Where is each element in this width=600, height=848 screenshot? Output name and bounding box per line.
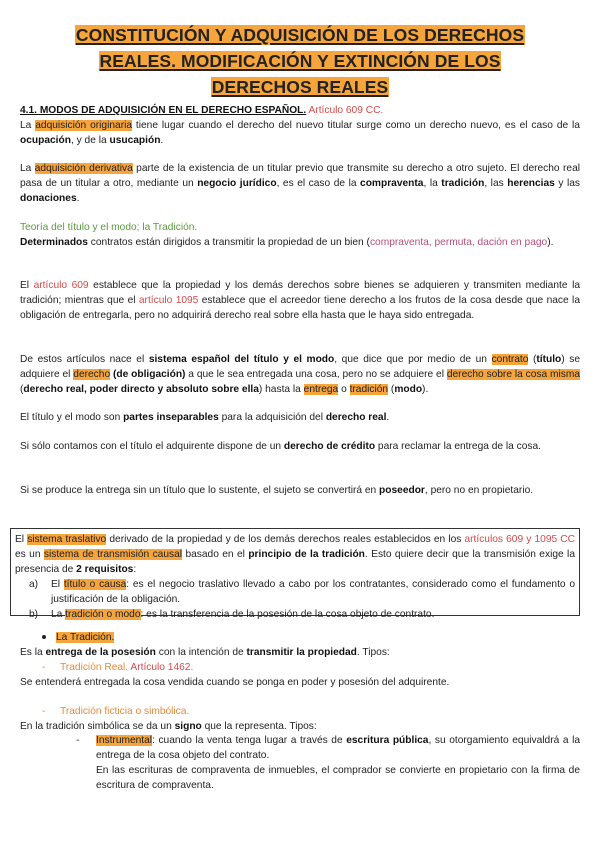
article-reference: Artículo 1462. [130,662,194,673]
paragraph-tradicion-simbolica [20,719,580,734]
text: basado en el [182,549,249,560]
highlight-term: adquisición derivativa [34,163,133,174]
bold-term: principio de la tradición [248,549,365,560]
text: , pero no en propietario. [424,485,534,496]
text: La [20,120,36,131]
bold-term: Determinados [20,237,88,248]
text: parte de la existencia de un titular previo que transmite su derecho a otro sujeto. El derecho real pasa de un titular a otro, mediante un [20,163,580,189]
dash-marker: - [42,662,46,673]
text: . [160,135,164,146]
bullet-la-tradicion [42,630,582,645]
text: En las escrituras de compraventa de inmuebles, el comprador se convierte en propietario con la firma de escritura de compraventa. [96,765,580,791]
item-label: Tradición Real. [60,662,129,673]
highlight-term: contrato [491,354,529,365]
text: . [386,412,390,423]
text: para reclamar la entrega de la cosa. [375,441,541,452]
text: , la [423,178,442,189]
subheading-teoria [20,220,580,235]
subheading-text: Teoría del título y el modo; la Tradición. [20,222,198,233]
highlight-term: adquisición originaria [35,120,133,131]
highlight-term: derecho sobre la cosa misma [446,369,580,380]
bold-term: derecho real, poder directo y absoluto sobre ella [23,384,259,395]
bold-term: escritura pública [346,735,429,746]
highlight-term: sistema de transmisión causal [43,549,183,560]
bold-term: entrega de la posesión [45,647,156,658]
text: De estos artículos nace el [20,354,149,365]
text: , y de la [70,135,110,146]
bold-term: poseedor [379,485,425,496]
text: En la tradición simbólica se da un [20,721,175,732]
bold-term: tradición [441,178,485,189]
text: El [20,280,34,291]
bold-term: título [536,354,562,365]
bold-term: ocupación [20,135,71,146]
paragraph-poseedor [20,483,580,498]
bold-term: derecho de crédito [283,441,376,452]
highlight-term: sistema traslativo [27,534,107,545]
bold-term: compraventa [360,178,424,189]
text: : es el negocio traslativo llevado a cabo por los contratantes, considerado como el fundamento o justificación de la obligación. [51,579,575,605]
highlight-term: entrega [303,384,339,395]
text: que la representa. Tipos: [201,721,317,732]
text: establece que la propiedad y los demás derechos sobre bienes se adquieren y transmiten mediante la tradición; mientras que el [20,280,580,306]
text: . [76,193,80,204]
text: ) hasta la [258,384,304,395]
highlight-term: tradición o modo [65,609,141,620]
text: , las [484,178,508,189]
article-reference: artículos 609 y 1095 CC [464,534,576,545]
text: a que le sea entregada una cosa, pero no se adquiere el [185,369,447,380]
bold-term: usucapión [109,135,161,146]
section-heading-4-1 [20,103,580,118]
instrumental-content [76,733,580,793]
bold-term: herencias [507,178,555,189]
title-line-1: CONSTITUCIÓN Y ADQUISICIÓN DE LOS DERECHOS [75,25,525,45]
item-tradicion-real [42,660,582,675]
bold-term: (de obligación) [112,369,186,380]
paragraph-tradicion-real [20,675,580,690]
text: tiene lugar cuando el derecho del nuevo titular surge como un derecho nuevo, es el caso de la [132,120,580,131]
list-item-b [15,607,575,622]
paragraph-articulo-609 [20,278,580,323]
text: ). [547,237,554,248]
text: contratos están dirigidos a transmitir la propiedad de un bien ( [87,237,370,248]
item-label: Tradición ficticia o simbólica. [60,706,190,717]
paragraph-adquisicion-originaria [20,118,580,148]
text: con la intención de [155,647,247,658]
box-content [15,532,575,622]
bold-term: donaciones [20,193,77,204]
article-reference: artículo 1095 [138,295,199,306]
highlight-term: Instrumental [96,735,153,746]
text: ). [422,384,429,395]
paragraph-adquisicion-derivativa [20,161,580,206]
dash-marker: - [42,706,46,717]
item-tradicion-ficticia [42,704,582,719]
text: Si se produce la entrega sin un título que lo sustente, el sujeto se convertirá en [20,485,380,496]
bold-term: derecho real [325,412,387,423]
sistema-traslativo-box [10,528,580,620]
highlight-term: derecho [73,369,111,380]
bold-term: signo [174,721,202,732]
text: : cuando la venta tenga lugar a través de [152,735,347,746]
title-line-3: DERECHOS REALES [211,77,389,97]
dash-marker: - [76,735,80,746]
text: El título y el modo son [20,412,124,423]
text: : es la transferencia de la posesión de la cosa objeto de contrato. [140,609,435,620]
text: La [51,609,66,620]
bold-term: negocio jurídico [197,178,277,189]
list-marker: b) [29,609,39,620]
text: para la adquisición del [218,412,326,423]
text: establece que el acreedor tiene derecho a los frutos de la cosa desde que nace la obligación de entregarla, pero no adquirirá derecho real sobre ella hasta que le haya sido entregada. [20,295,580,321]
paragraph-sistema-titulo-modo [20,352,580,397]
paragraph-determinados [20,235,580,250]
list-marker: a) [29,579,39,590]
paragraph-derecho-credito [20,439,580,454]
bold-term: sistema español del título y el modo [148,354,335,365]
text: . Tipos: [356,647,390,658]
bold-term: transmitir la propiedad [246,647,357,658]
paragraph-tradicion-def [20,645,580,660]
examples-text: compraventa, permuta, dación en pago [369,237,548,248]
text: Si sólo contamos con el título el adquirente dispone de un [20,441,284,452]
bullet-text: La Tradición. [56,632,115,643]
text: , su otorgamiento equivaldrá a la entrega de la cosa objeto del contrato. [96,735,581,761]
text: ( [528,354,537,365]
text: ( [388,384,395,395]
text: derivado de la propiedad y de los demás derechos reales establecidos en los [106,534,465,545]
paragraph-partes-inseparables [20,410,580,425]
text: , es el caso de la [276,178,361,189]
text: Se entenderá entregada la cosa vendida cuando se ponga en poder y posesión del adquirente. [20,677,450,688]
bold-term: modo [394,384,423,395]
bullet-icon [42,635,46,639]
text: ( [20,384,24,395]
text: es un [15,549,44,560]
text: . Esto quiere decir que la transmisión exige la presencia de [15,549,575,575]
title-line-2: REALES. MODIFICACIÓN Y EXTINCIÓN DE LOS [99,51,501,71]
highlight-term: título o causa [63,579,127,590]
text: y las [554,178,581,189]
text: El [15,534,28,545]
text: El [51,579,64,590]
article-reference: artículo 609 [33,280,89,291]
text: ) se adquiere el [20,354,580,380]
highlight-term: tradición [349,384,389,395]
text: : [133,564,137,575]
text: o [338,384,350,395]
text: La [20,163,35,174]
article-reference: Artículo 609 CC. [308,105,384,116]
bold-term: partes inseparables [123,412,219,423]
list-item-a [15,577,575,607]
section-heading-text: 4.1. MODOS DE ADQUISICIÓN EN EL DERECHO ESPAÑOL. [20,105,307,116]
item-instrumental [76,733,580,793]
text: Es la [20,647,46,658]
bold-term: 2 requisitos [76,564,134,575]
page-title [0,22,600,100]
text: , que dice que por medio de un [334,354,492,365]
